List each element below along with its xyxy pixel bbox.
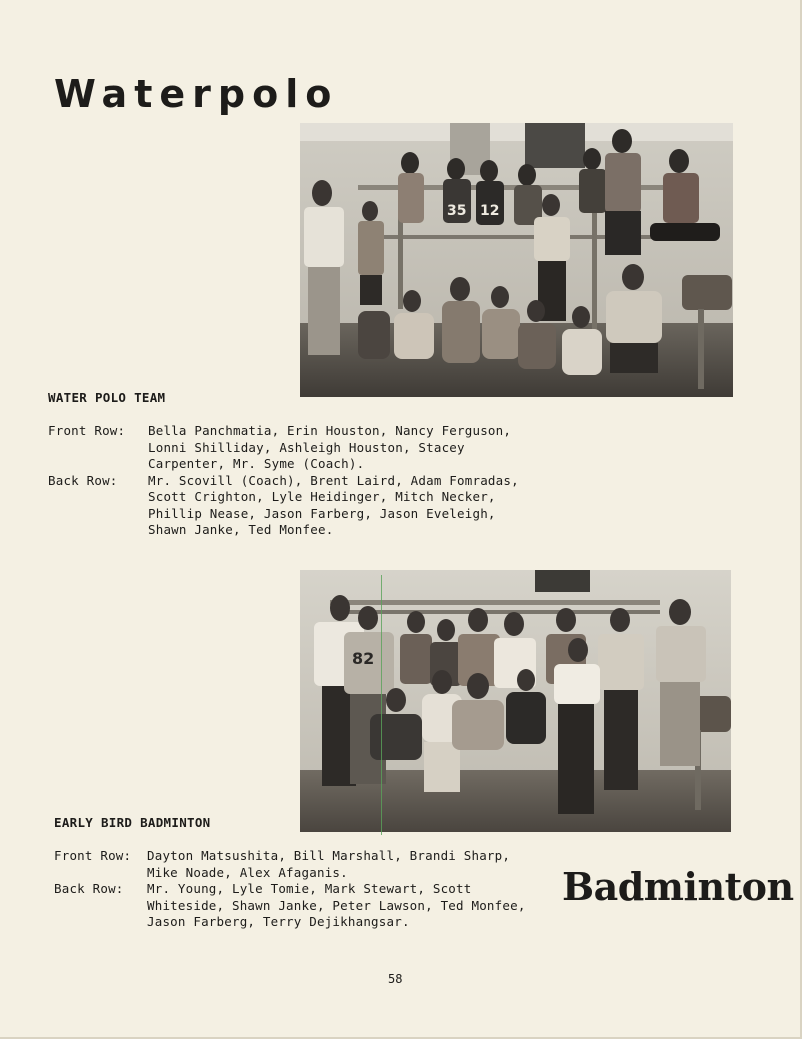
jersey-number-12: 12 [480, 203, 500, 219]
front-row-label: Front Row: [48, 423, 126, 438]
badminton-team-photo [300, 570, 731, 832]
badminton-title: Badminton [562, 864, 794, 909]
waterpolo-roster [48, 423, 538, 539]
back-row-names: Mr. Young, Lyle Tomie, Mark Stewart, Scott Whiteside, Shawn Janke, Peter Lawson, Ted Monfee, Jason Farberg, Terry Dejikhangsar. [147, 881, 526, 929]
badminton-front-row [54, 848, 537, 881]
waterpolo-back-row [48, 473, 538, 539]
jersey-number-35: 35 [447, 203, 467, 219]
scan-artifact-line [381, 575, 382, 835]
back-row-label: Back Row: [48, 472, 118, 488]
waterpolo-caption-heading: WATER POLO TEAM [48, 390, 166, 405]
badminton-caption-heading: EARLY BIRD BADMINTON [54, 815, 211, 830]
page-number: 58 [388, 972, 403, 986]
badminton-roster [54, 848, 537, 931]
waterpolo-title: Waterpolo [54, 72, 339, 116]
badminton-back-row [54, 881, 537, 931]
back-row-names: Mr. Scovill (Coach), Brent Laird, Adam Fomradas, Scott Crighton, Lyle Heidinger, Mitch Necker, Phillip Nease, Jason Farberg, Jason Eveleigh, Shawn Janke, Ted Monfee. [148, 472, 519, 537]
jersey-number-82: 82 [352, 649, 375, 668]
waterpolo-front-row [48, 423, 538, 473]
front-row-label: Front Row: [54, 848, 132, 863]
front-row-names: Dayton Matsushita, Bill Marshall, Brandi Sharp, Mike Noade, Alex Afaganis. [147, 848, 511, 880]
front-row-names: Bella Panchmatia, Erin Houston, Nancy Ferguson, Lonni Shilliday, Ashleigh Houston, Stacey Carpenter, Mr. Syme (Coach). [148, 423, 512, 471]
waterpolo-team-photo [300, 123, 733, 397]
back-row-label: Back Row: [54, 881, 124, 896]
